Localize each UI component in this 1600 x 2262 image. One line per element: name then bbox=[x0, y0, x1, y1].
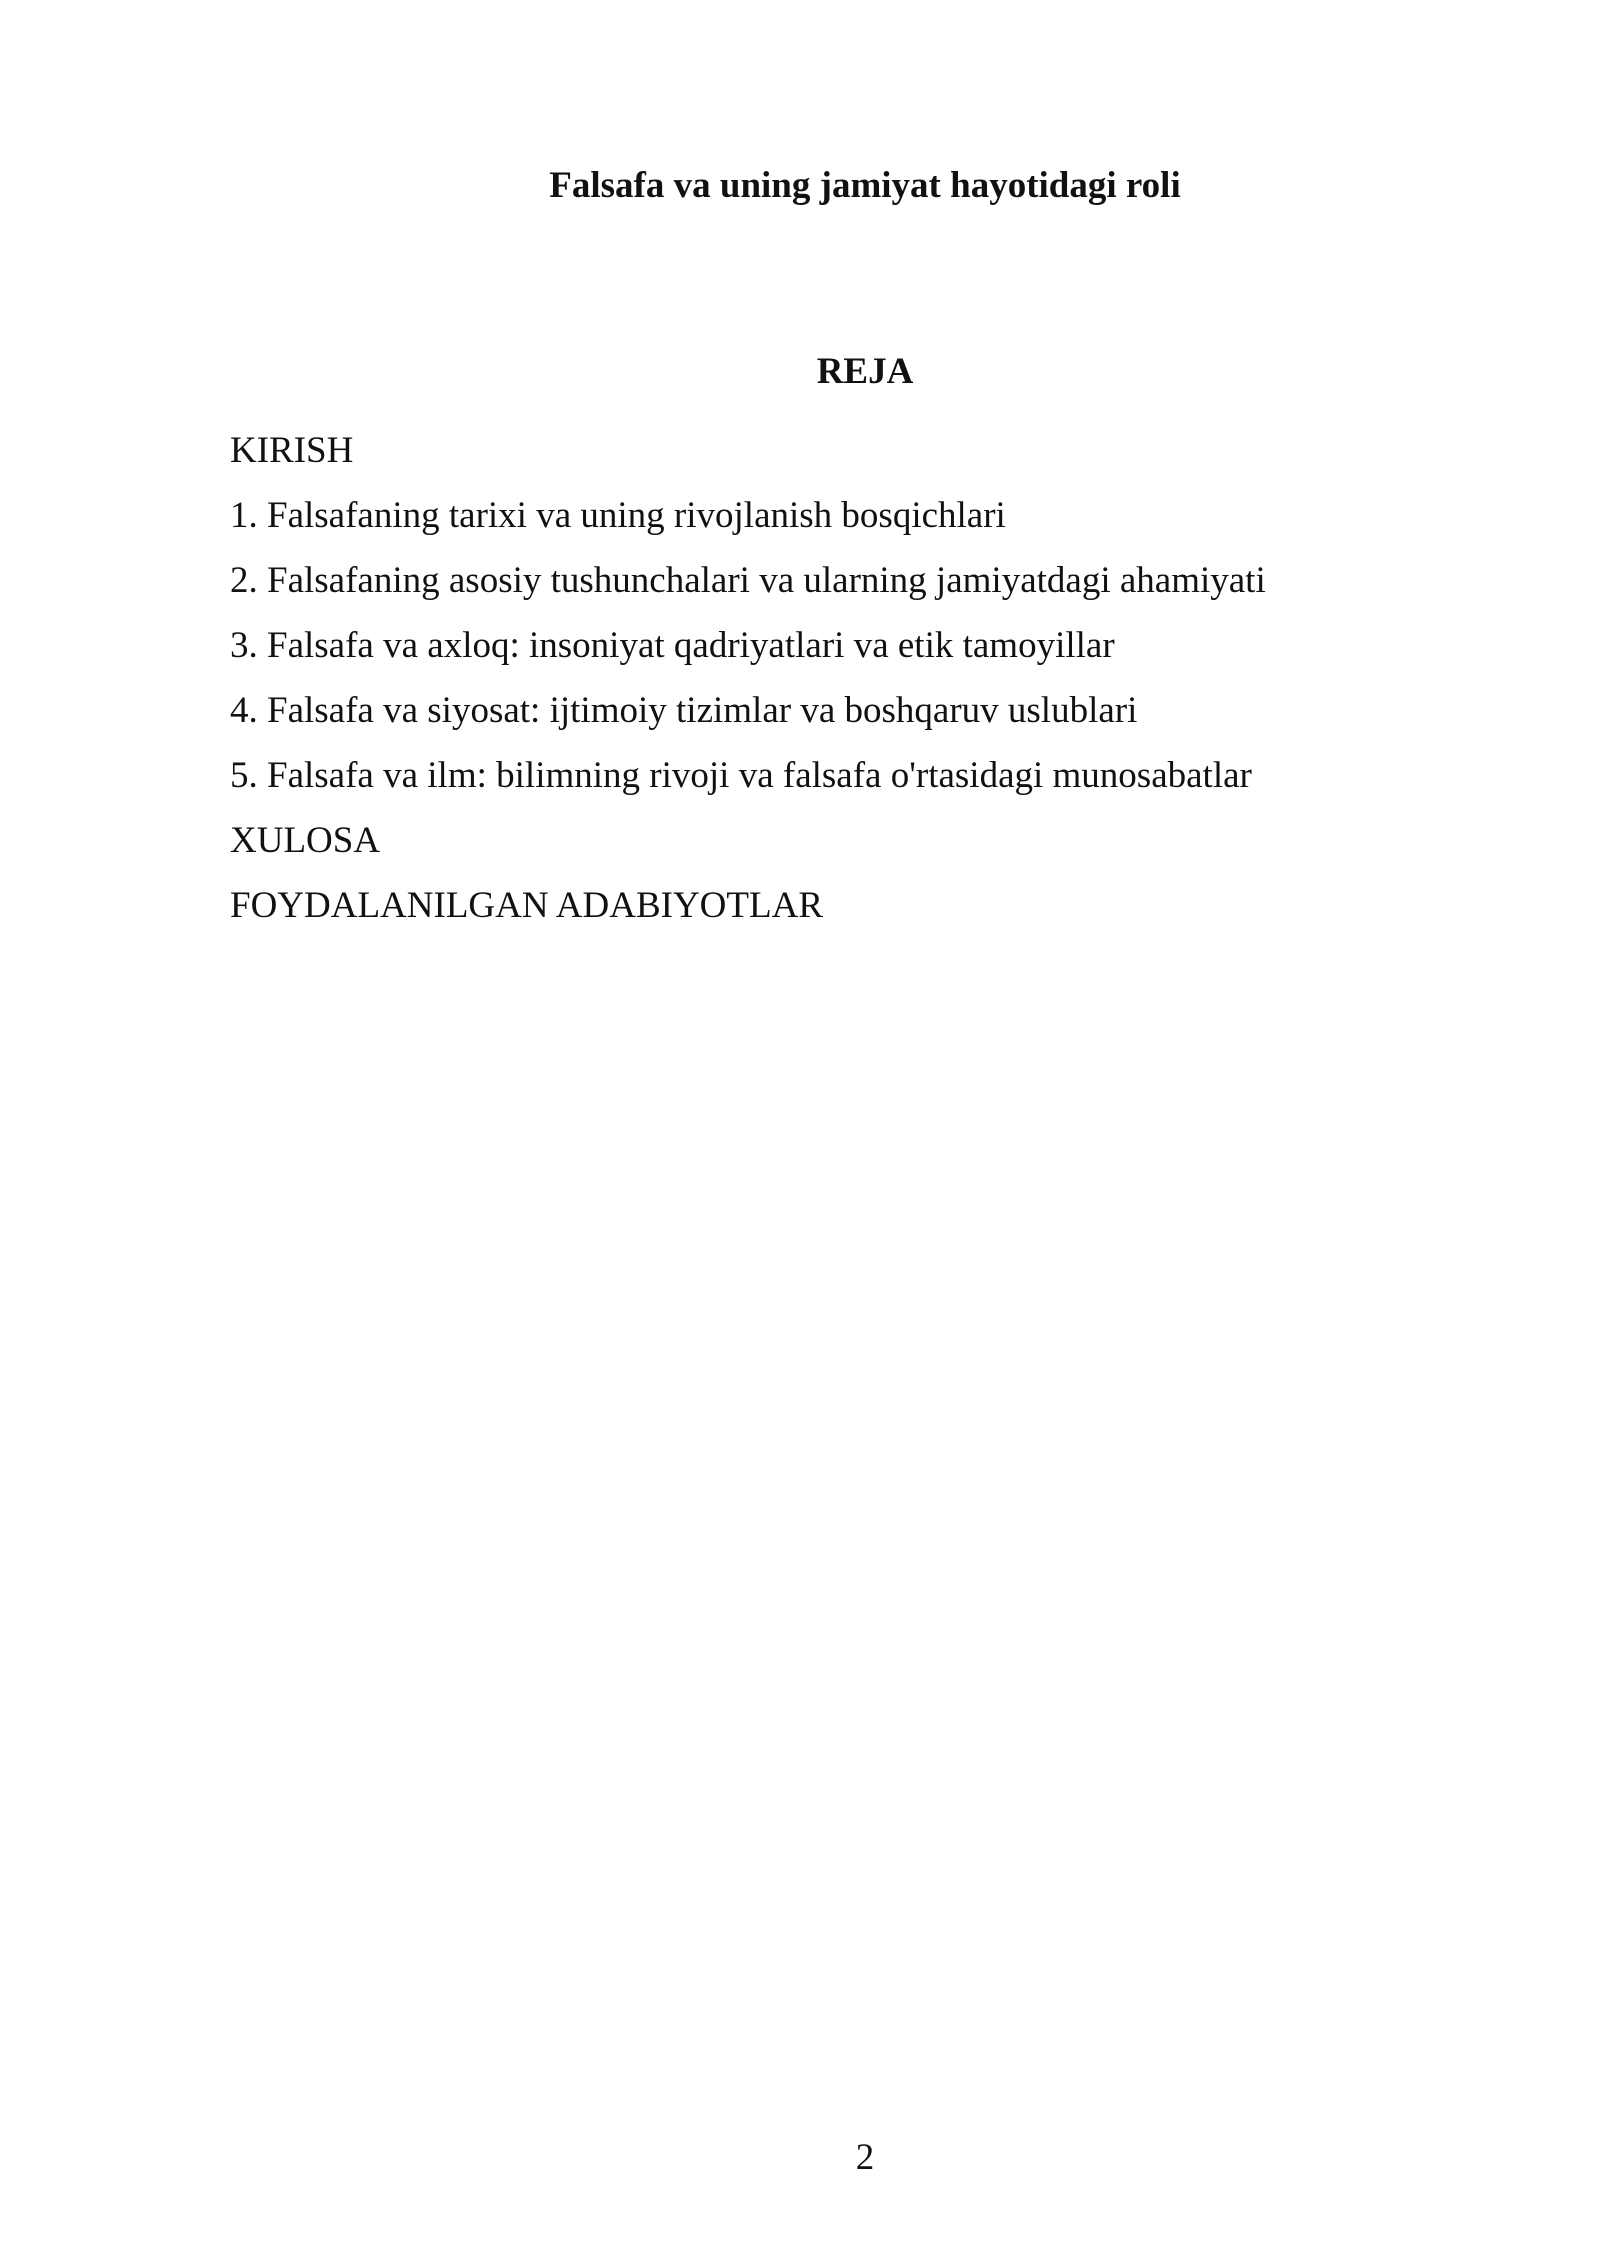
plan-item-1: 1. Falsafaning tarixi va uning rivojlanish bosqichlari bbox=[230, 495, 1006, 536]
plan-heading: REJA bbox=[816, 351, 914, 392]
page-number: 2 bbox=[855, 2137, 875, 2178]
plan-item-5: 5. Falsafa va ilm: bilimning rivoji va falsafa o'rtasidagi munosabatlar bbox=[230, 755, 1252, 796]
document-title: Falsafa va uning jamiyat hayotidagi roli bbox=[549, 165, 1181, 206]
plan-item-references: FOYDALANILGAN ADABIYOTLAR bbox=[230, 885, 823, 926]
plan-list bbox=[230, 418, 1430, 938]
plan-item-4: 4. Falsafa va siyosat: ijtimoiy tizimlar va boshqaruv uslublari bbox=[230, 690, 1138, 731]
plan-item-introduction: KIRISH bbox=[230, 430, 354, 471]
plan-item-2: 2. Falsafaning asosiy tushunchalari va ularning jamiyatdagi ahamiyati bbox=[230, 560, 1266, 601]
plan-item-conclusion: XULOSA bbox=[230, 820, 381, 861]
plan-item-3: 3. Falsafa va axloq: insoniyat qadriyatlari va etik tamoyillar bbox=[230, 625, 1115, 666]
